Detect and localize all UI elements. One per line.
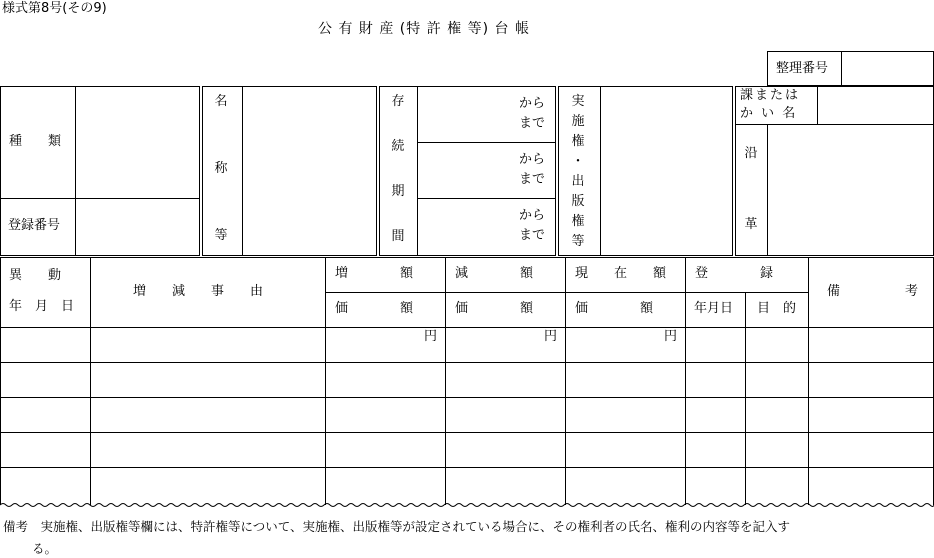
sonzoku-label-1: 存 [391, 94, 405, 109]
jisshi-label-4: ・ [571, 154, 585, 169]
cut-line [0, 500, 934, 510]
idou-label: 異 動 [9, 268, 62, 283]
jisshi-label-1: 実 [571, 94, 585, 109]
gengaku-label: 減 額 [455, 266, 534, 281]
shurui-label: 種 類 [9, 134, 62, 149]
kara-3: から [519, 208, 546, 223]
made-1: まで [519, 116, 546, 131]
touroku-header-label: 登 録 [695, 266, 774, 281]
jisshi-label-5: 出 [571, 174, 585, 189]
enkaku-label-1: 沿 [744, 146, 758, 161]
yen-mark-3: 円 [664, 329, 678, 344]
biko-label: 備 考 [827, 284, 919, 299]
yen-mark-1: 円 [424, 329, 438, 344]
meisho-label-2: 称 [214, 161, 228, 176]
kakaku-label-2: 価 額 [455, 301, 534, 316]
enkaku-label-2: 革 [744, 217, 758, 232]
kara-2: から [519, 152, 546, 167]
sonzoku-label-2: 続 [391, 139, 405, 154]
nengappi-label: 年月日 [694, 301, 734, 316]
sonzoku-label-4: 間 [391, 229, 405, 244]
kara-1: から [519, 96, 546, 111]
meisho-label-1: 名 [214, 94, 228, 109]
footnote-line-1: 備考 実施権、出版権等欄には、特許権等について、実施権、出版権等が設定されている場合に、その権利者の氏名、権利の内容等を記入す [3, 519, 791, 534]
meisho-label-3: 等 [214, 228, 228, 243]
genzai-label: 現 在 額 [575, 266, 667, 281]
made-2: まで [519, 172, 546, 187]
made-3: まで [519, 228, 546, 243]
kakaku-label-3: 価 額 [575, 301, 654, 316]
zougen-jiyu-label: 増 減 事 由 [133, 284, 264, 299]
jisshi-label-3: 権 [571, 134, 585, 149]
yen-mark-2: 円 [544, 329, 558, 344]
seiri-bango-label: 整理番号 [776, 61, 829, 76]
zougaku-label: 増 額 [335, 266, 414, 281]
idou-nengappi-label: 年 月 日 [9, 299, 75, 314]
jisshi-label-6: 版 [571, 194, 585, 209]
sonzoku-label-3: 期 [391, 184, 405, 199]
jisshi-label-8: 等 [571, 234, 585, 249]
touroku-bango-label: 登録番号 [8, 218, 61, 233]
mokuteki-label: 目 的 [757, 301, 797, 316]
page-title: 公 有 財 産 (特 許 権 等) 台 帳 [318, 21, 530, 37]
ka-label-1: 課または [740, 88, 801, 103]
jisshi-label-2: 施 [571, 114, 585, 129]
footnote-line-2: る。 [32, 541, 58, 556]
form-id: 様式第8号(その9) [2, 1, 107, 16]
jisshi-label-7: 権 [571, 214, 585, 229]
kakaku-label-1: 価 額 [335, 301, 414, 316]
ka-label-2: か い 名 [740, 106, 798, 121]
jisshi-ken-section [558, 86, 733, 256]
